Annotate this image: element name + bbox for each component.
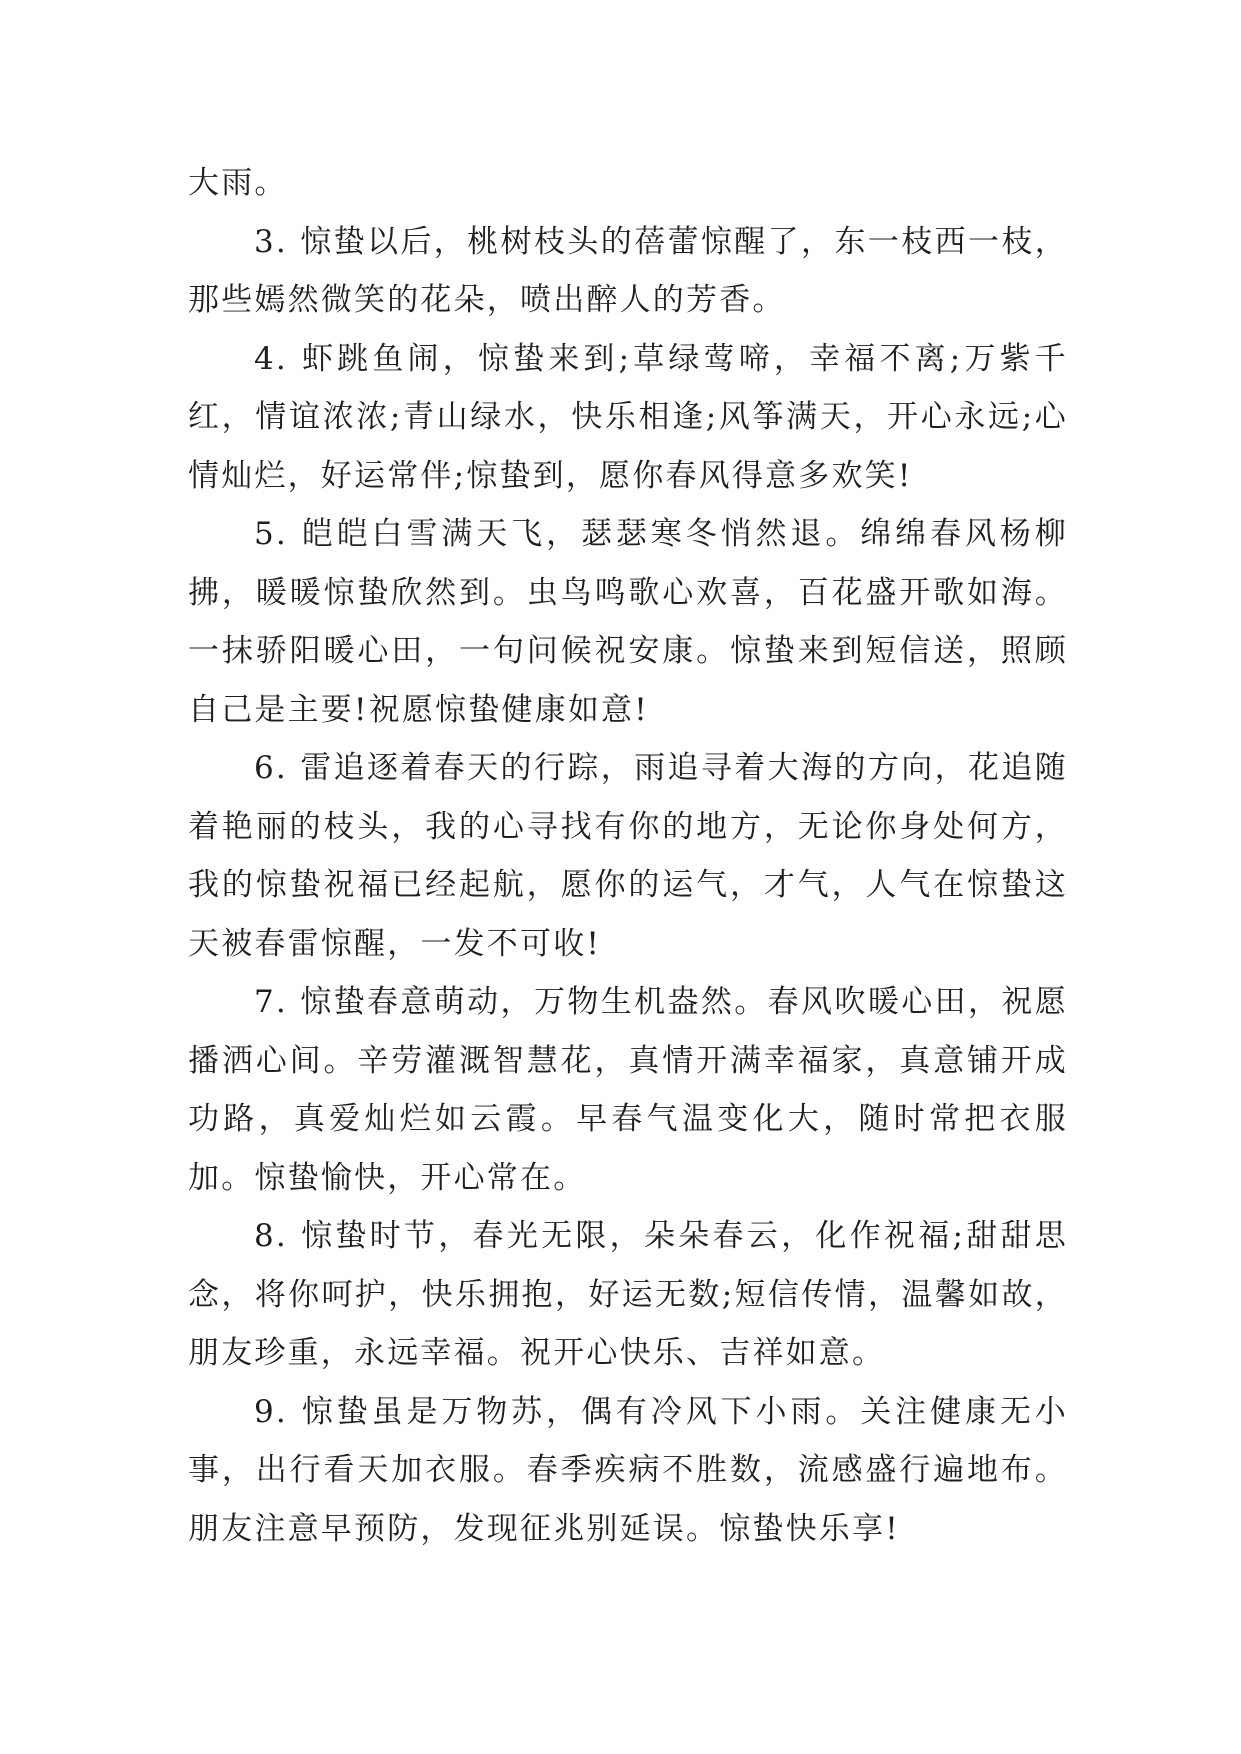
paragraph-item-8: 8. 惊蛰时节，春光无限，朵朵春云，化作祝福;甜甜思念，将你呵护，快乐拥抱，好运无数;短信传情，温馨如故，朋友珍重，永远幸福。祝开心快乐、吉祥如意。 bbox=[188, 1218, 1068, 1371]
paragraph-continuation: 大雨。 bbox=[188, 165, 288, 201]
paragraph-item-4: 4. 虾跳鱼闹，惊蛰来到;草绿莺啼，幸福不离;万紫千红，情谊浓浓;青山绿水，快乐相逢;风筝满天，开心永远;心情灿烂，好运常伴;惊蛰到，愿你春风得意多欢笑! bbox=[188, 340, 1068, 494]
document-body bbox=[188, 154, 1068, 1558]
paragraph-item-7: 7. 惊蛰春意萌动，万物生机盎然。春风吹暖心田，祝愿播洒心间。辛劳灌溉智慧花，真情开满幸福家，真意铺开成功路，真爱灿烂如云霞。早春气温变化大，随时常把衣服加。惊蛰愉快，开心常在。 bbox=[188, 984, 1068, 1196]
paragraph-item-5: 5. 皑皑白雪满天飞，瑟瑟寒冬悄然退。绵绵春风杨柳拂，暖暖惊蛰欣然到。虫鸟鸣歌心欢喜，百花盛开歌如海。一抹骄阳暖心田，一句问候祝安康。惊蛰来到短信送，照顾自己是主要!祝愿惊蛰健康如意! bbox=[188, 516, 1068, 728]
paragraph-item-9: 9. 惊蛰虽是万物苏，偶有冷风下小雨。关注健康无小事，出行看天加衣服。春季疾病不胜数，流感盛行遍地布。朋友注意早预防，发现征兆别延误。惊蛰快乐享! bbox=[188, 1393, 1068, 1547]
paragraph-item-6: 6. 雷追逐着春天的行踪，雨追寻着大海的方向，花追随着艳丽的枝头，我的心寻找有你的地方，无论你身处何方，我的惊蛰祝福已经起航，愿你的运气，才气，人气在惊蛰这天被春雷惊醒，一发不可收! bbox=[188, 750, 1068, 962]
paragraph-item-3: 3. 惊蛰以后，桃树枝头的蓓蕾惊醒了，东一枝西一枝，那些嫣然微笑的花朵，喷出醉人的芳香。 bbox=[188, 223, 1068, 318]
